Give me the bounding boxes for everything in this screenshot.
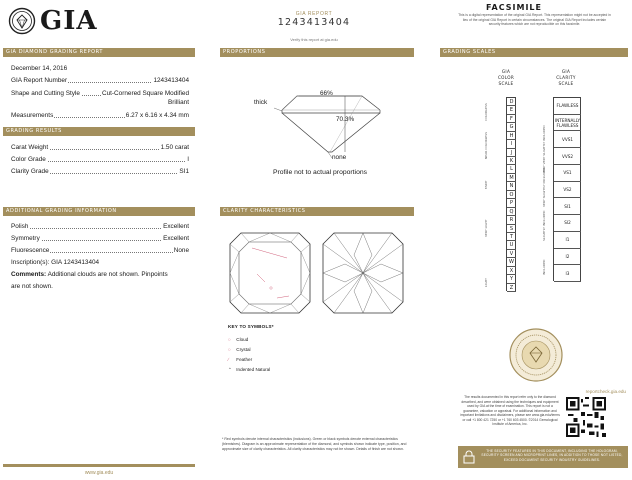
clarity-group-vvs: VERY VERY SLIGHTLY INCLUDED [542,125,546,173]
color-grade-cell: L [507,165,516,173]
color-grade-cell: F [507,115,516,123]
clarity-scale [553,97,581,281]
report-number-value: 1243413404 [153,77,189,84]
color-scale-header-line: GIA [501,69,511,74]
color-group-very-light: VERY LIGHT [484,219,488,237]
footer-rule [3,464,195,467]
color-grade-cell: G [507,123,516,131]
color-grade-cell: O [507,191,516,199]
color-grade-cell: R [507,216,516,224]
color-grade-cell: D [507,98,516,106]
symbol-crystal-label: Crystal [236,347,251,352]
color-scale-header [492,69,520,87]
color-grade-cell: T [507,233,516,241]
clarity-grade-cell: I2 [554,249,581,266]
color-grade-cell: W [507,258,516,266]
shape-value: Cut-Cornered Square Modified [101,90,189,97]
color-grade-cell: S [507,225,516,233]
clarity-grade-label: Clarity Grade [11,168,49,175]
inscription: Inscription(s): GIA 1243413404 [11,259,100,266]
clarity-grade-cell: I3 [554,265,581,282]
shape-continuation: Brilliant [168,99,189,106]
measurements-label: Measurements [11,112,54,119]
color-grade-cell: Y [507,275,516,283]
clarity-scale-header [552,69,580,87]
security-text: THE SECURITY FEATURES IN THIS DOCUMENT, INCLUDING THE HOLOGRAM, SECURITY SCREEN AND MICROPRINT LINES, IN ADDITION TO THOSE NOT LISTED, EXCEED DOCUMENT SECURITY INDUSTRY GUIDELINES. [481,449,623,462]
grading-results-header: GRADING RESULTS [3,127,195,136]
color-grade-cell: P [507,199,516,207]
crystal-icon: ○ [228,347,231,352]
clarity-grade-cell: FLAWLESS [554,98,581,115]
report-date: December 14, 2016 [11,65,68,72]
gia-logo [8,5,108,37]
proportions-diagram [262,88,402,158]
color-grade-cell: V [507,250,516,258]
clarity-grade-cell: VS1 [554,165,581,182]
key-to-symbols-title: KEY TO SYMBOLS* [228,324,274,329]
comments-line-1: Additional clouds are not shown. Pinpoints [46,271,168,278]
girdle-label: thick [254,99,268,106]
color-grade-cell: I [507,140,516,148]
depth-percent: 70.3% [336,116,355,123]
measurements-row [11,111,189,121]
clarity-grade-cell: VVS1 [554,131,581,148]
symmetry-value: Excellent [163,235,189,242]
clarity-group-si: SLIGHTLY INCLUDED [542,210,546,241]
symbol-feather-label: Feather [236,357,253,362]
comments-label: Comments: [11,271,47,278]
carat-row [11,143,189,153]
indented-natural-icon: ⌃ [228,367,232,372]
polish-value: Excellent [163,223,189,230]
color-scale-header-line: COLOR [497,75,515,80]
symbol-cloud-label: Cloud [236,337,249,342]
color-group-near-colorless: NEAR COLORLESS [484,131,488,159]
polish-label: Polish [11,223,29,230]
clarity-group-included: INCLUDED [542,259,546,275]
grading-report-header: GIA DIAMOND GRADING REPORT [3,48,195,57]
grading-scales-header: GRADING SCALES [440,48,628,57]
clarity-characteristics-header: CLARITY CHARACTERISTICS [220,207,414,216]
additional-info-header: ADDITIONAL GRADING INFORMATION [3,207,195,216]
footer-website[interactable]: www.gia.edu [84,470,114,476]
clarity-scale-header-line: GIA [561,69,571,74]
color-grade-cell: X [507,267,516,275]
color-grade-cell: E [507,106,516,114]
clarity-grade-cell: INTERNALLY FLAWLESS [554,115,581,132]
fluorescence-value: None [173,247,189,254]
proportions-note: Profile not to actual proportions [272,169,368,176]
comments [11,270,168,280]
shape-label: Shape and Cutting Style [11,90,80,97]
carat-value: 1.50 carat [160,144,189,151]
comments-line-2: are not shown. [11,283,53,290]
symmetry-row [11,234,189,244]
fluorescence-label: Fluorescence [11,247,50,254]
proportions-header: PROPORTIONS [220,48,414,57]
symbol-list [228,335,308,375]
clarity-grade-cell: VVS2 [554,148,581,165]
pavilion-plot-diagram [320,230,406,316]
color-scale-header-line: SCALE [498,81,514,86]
verify-link[interactable]: Verify this report at gia.edu [290,37,338,42]
gia-logo-text: GIA [40,6,98,36]
lock-icon [463,450,475,464]
cloud-icon: ○ [228,337,231,342]
clarity-scale-header-line: SCALE [558,81,574,86]
color-grade-cell: K [507,157,516,165]
report-caption: GIA REPORT [295,11,333,17]
measurements-value: 6.27 x 6.16 x 4.34 mm [125,112,189,119]
qr-code-icon[interactable] [566,397,606,437]
color-grade-value: I [187,156,189,163]
shape-row [11,89,189,99]
facsimile-title: FACSIMILE [486,3,542,12]
color-group-light: LIGHT [484,278,488,287]
legal-text: The results documented in this report refer only to the diamond described, and were obtained using the techniques and equipment used by GIA at the time of examination. This report is not a guarantee, valuation or appraisal. For additional information and important limitations and disclaimers, please see www.gia.edu/terms or call +1 800 421 7250 or +1 760 603 4500. ©2014 Gemological Institute of America, Inc. [460,395,560,426]
symbol-indented-natural [228,365,308,375]
symbol-indented-natural-label: Indented Natural [236,367,271,372]
color-group-colorless: COLORLESS [484,103,488,121]
clarity-grade-cell: SI2 [554,215,581,232]
color-grade-cell: Z [507,284,516,292]
color-grade-cell: U [507,241,516,249]
symbol-crystal [228,345,308,355]
color-grade-cell: J [507,149,516,157]
table-percent: 66% [320,90,333,97]
clarity-grade-value: SI1 [179,168,189,175]
security-banner [458,446,628,468]
color-grade-label: Color Grade [11,156,46,163]
feather-icon: ∕ [228,357,229,362]
symbol-cloud [228,335,308,345]
culet-label: none [332,154,347,161]
color-grade-row [11,155,189,165]
polish-row [11,222,189,232]
clarity-footnote: * Red symbols denote internal characteristics (inclusions). Green or black symbols denote external characteristics (blemishes). Diagram is an approximate representation of the diamond, and symbols shown indicate type, position, and approximate size of clarity characteristics. All clarity characteristics may not be shown. Details of finish are not shown. [222,437,407,451]
color-grade-cell: M [507,174,516,182]
symmetry-label: Symmetry [11,235,40,242]
gia-seal-icon [8,7,36,35]
color-scale [506,97,516,291]
fluorescence-row [11,246,189,256]
gia-seal-graphic [508,327,564,383]
color-grade-cell: H [507,132,516,140]
report-number-row [11,76,189,86]
clarity-grade-cell: I1 [554,232,581,249]
clarity-group-vs: VERY SLIGHTLY INCLUDED [542,167,546,207]
color-group-faint: FAINT [484,180,488,189]
facsimile-note: This is a digital representation of the original GIA Report. This representation might not be accepted in lieu of the original GIA Report in certain circumstances. The original GIA Report includes certain security features which are not reproducible on this facsimile. [458,13,611,27]
color-grade-cell: Q [507,208,516,216]
crown-plot-diagram [227,230,313,316]
clarity-grade-cell: VS2 [554,182,581,199]
color-grade-cell: N [507,182,516,190]
report-number-label: GIA Report Number [11,77,68,84]
clarity-grade-cell: SI1 [554,198,581,215]
carat-label: Carat Weight [11,144,49,151]
clarity-grade-row [11,167,189,177]
report-number-header: 1243413404 [277,17,351,28]
symbol-feather [228,355,308,365]
report-check-link[interactable]: reportcheck.gia.edu [585,389,626,394]
clarity-scale-header-line: CLARITY [556,75,576,80]
